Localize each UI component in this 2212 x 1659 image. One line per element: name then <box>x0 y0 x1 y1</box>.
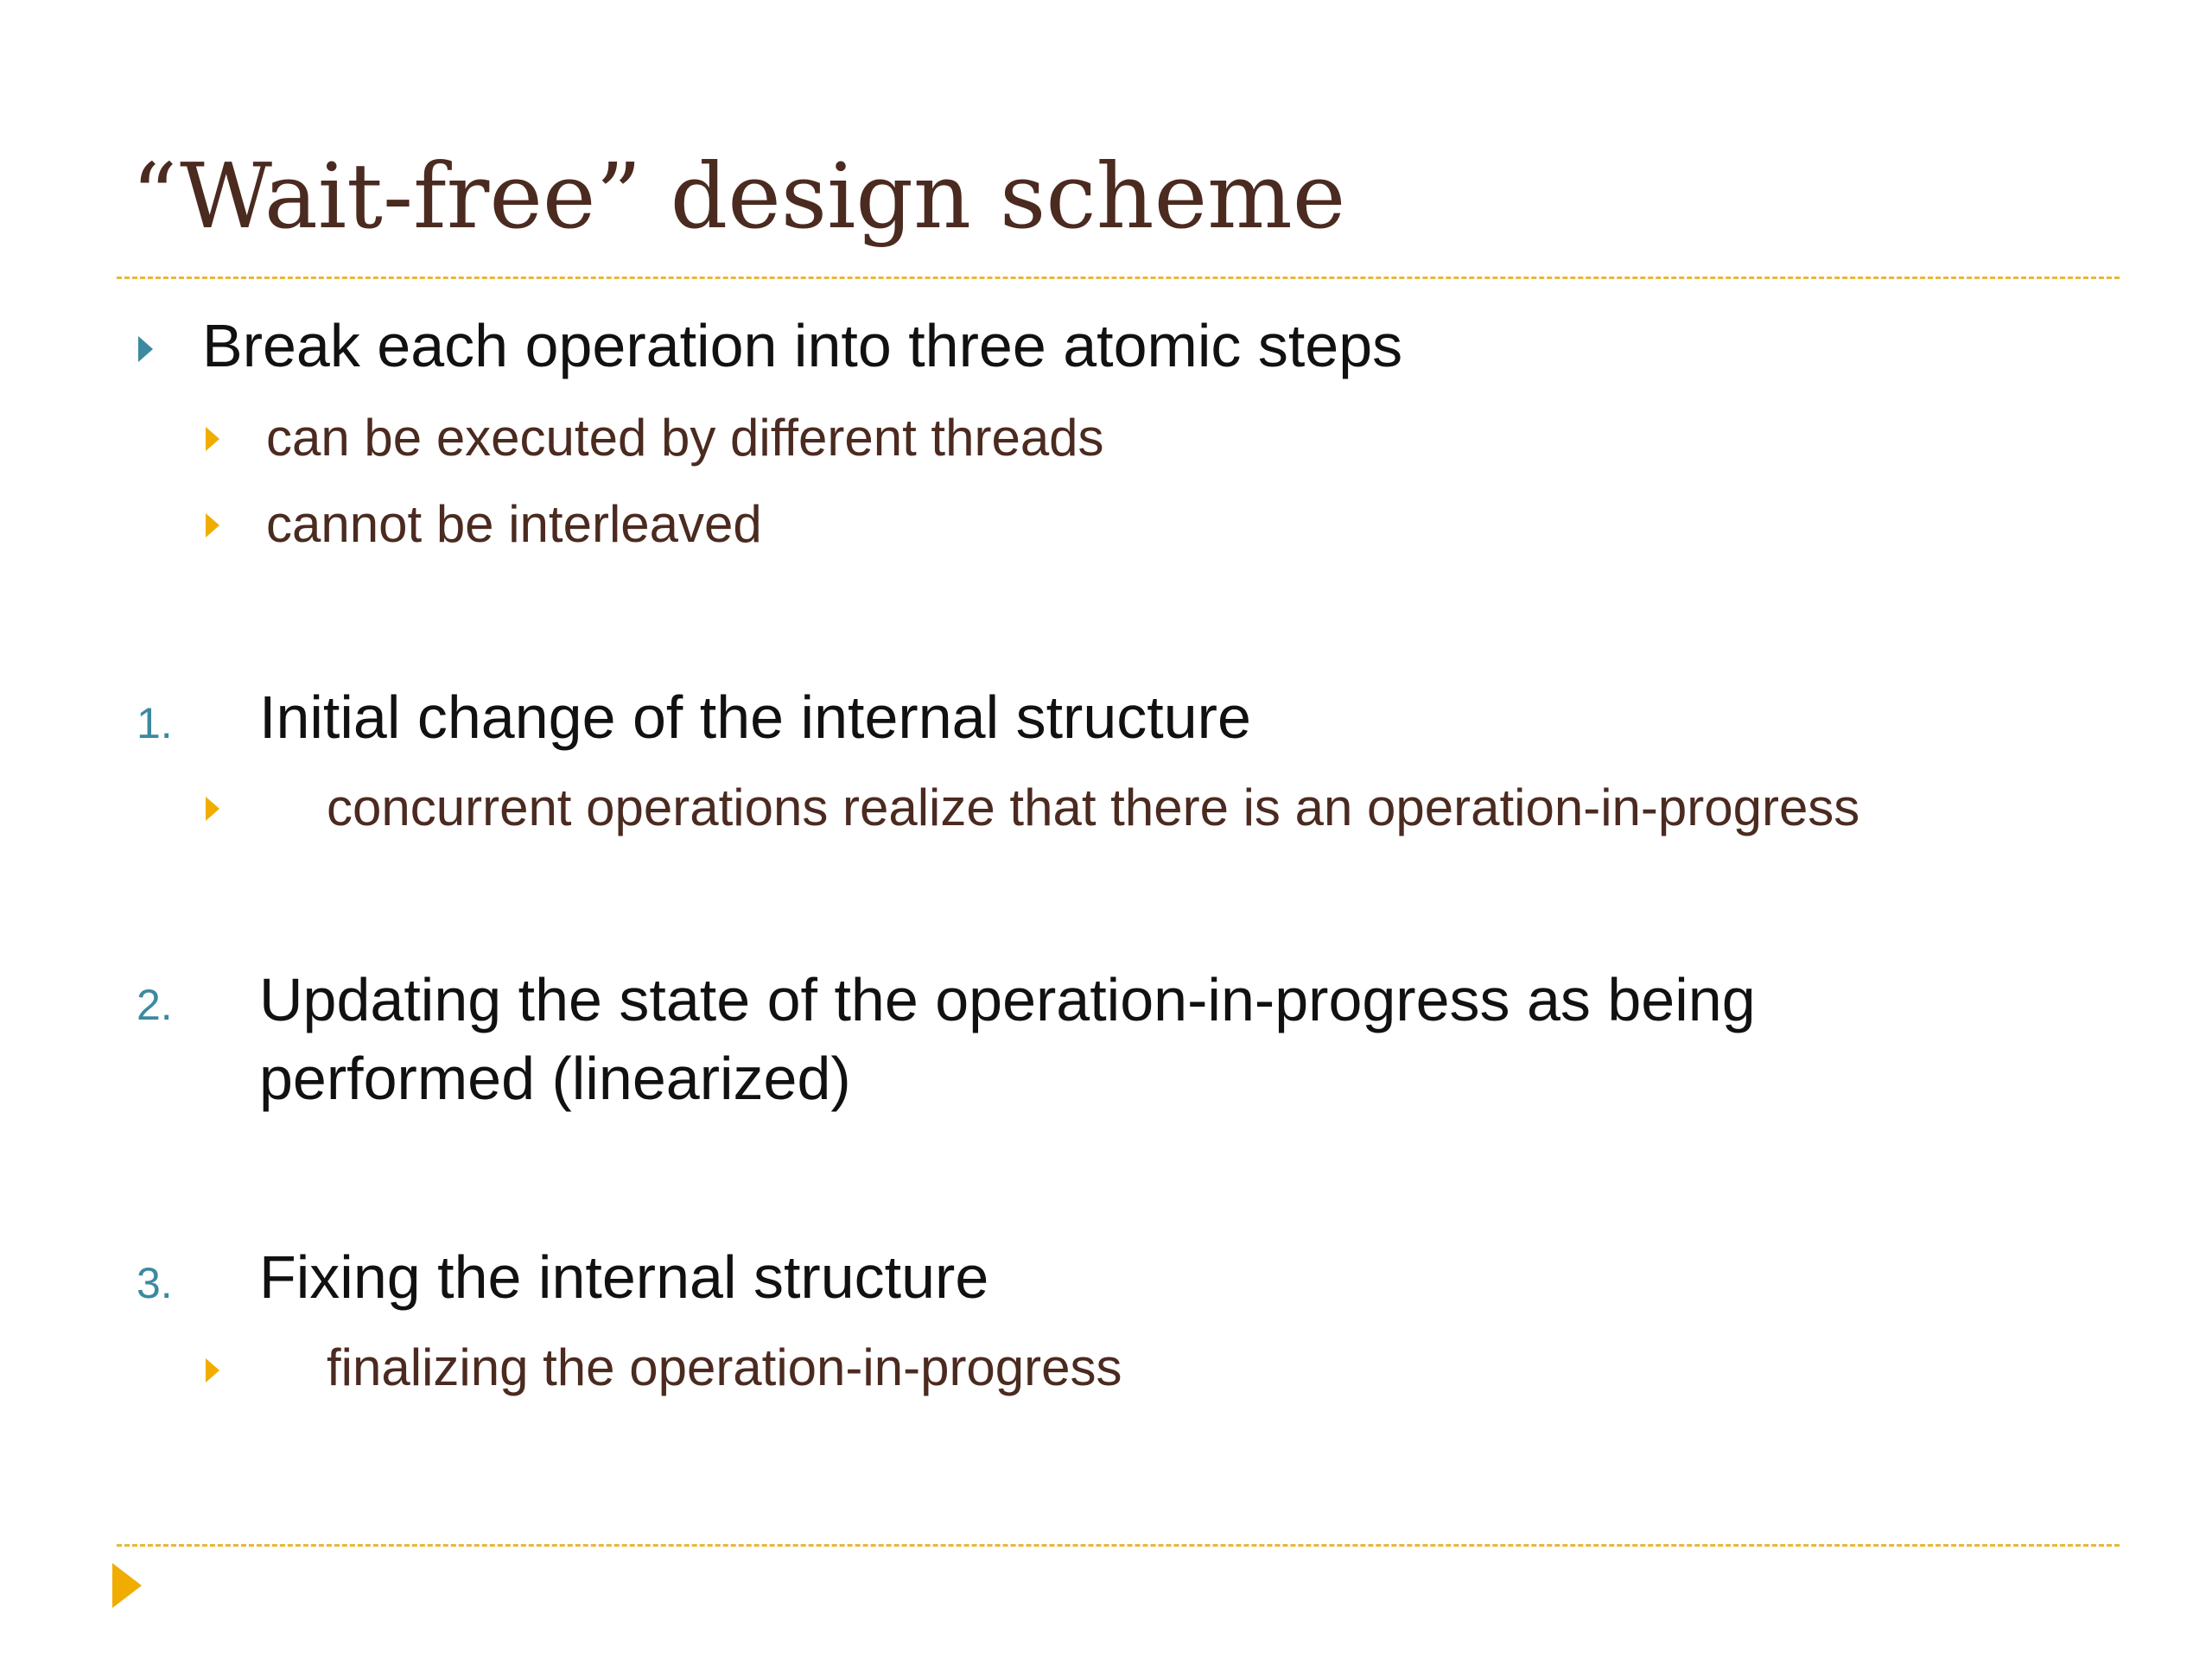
step-1-detail: concurrent operations realize that there is an operation-in-progress <box>327 779 1860 836</box>
main-bullet-text: Break each operation into three atomic steps <box>202 312 1403 379</box>
step-1-text: Initial change of the internal structure <box>259 683 1251 751</box>
sub-bullet-arrow-icon <box>206 1358 219 1382</box>
sub-bullet-2: cannot be interleaved <box>266 495 762 553</box>
sub-bullet-arrow-icon <box>206 427 219 451</box>
step-3-text: Fixing the internal structure <box>259 1243 989 1311</box>
footer-arrow-icon <box>112 1563 142 1608</box>
step-2-text-line2: performed (linearized) <box>259 1045 851 1112</box>
sub-bullet-1: can be executed by different threads <box>266 409 1104 467</box>
step-number-2: 2. <box>137 981 173 1029</box>
step-number-1: 1. <box>137 699 173 747</box>
footer-divider <box>117 1544 2120 1547</box>
title-divider <box>117 276 2120 279</box>
bullet-arrow-icon <box>138 336 153 362</box>
step-2-text-line1: Updating the state of the operation-in-progress as being <box>259 966 1756 1033</box>
step-3-detail: finalizing the operation-in-progress <box>327 1338 1122 1396</box>
slide-title: “Wait-free” design scheme <box>131 143 1346 249</box>
sub-bullet-arrow-icon <box>206 797 219 821</box>
step-number-3: 3. <box>137 1259 173 1307</box>
sub-bullet-arrow-icon <box>206 513 219 537</box>
